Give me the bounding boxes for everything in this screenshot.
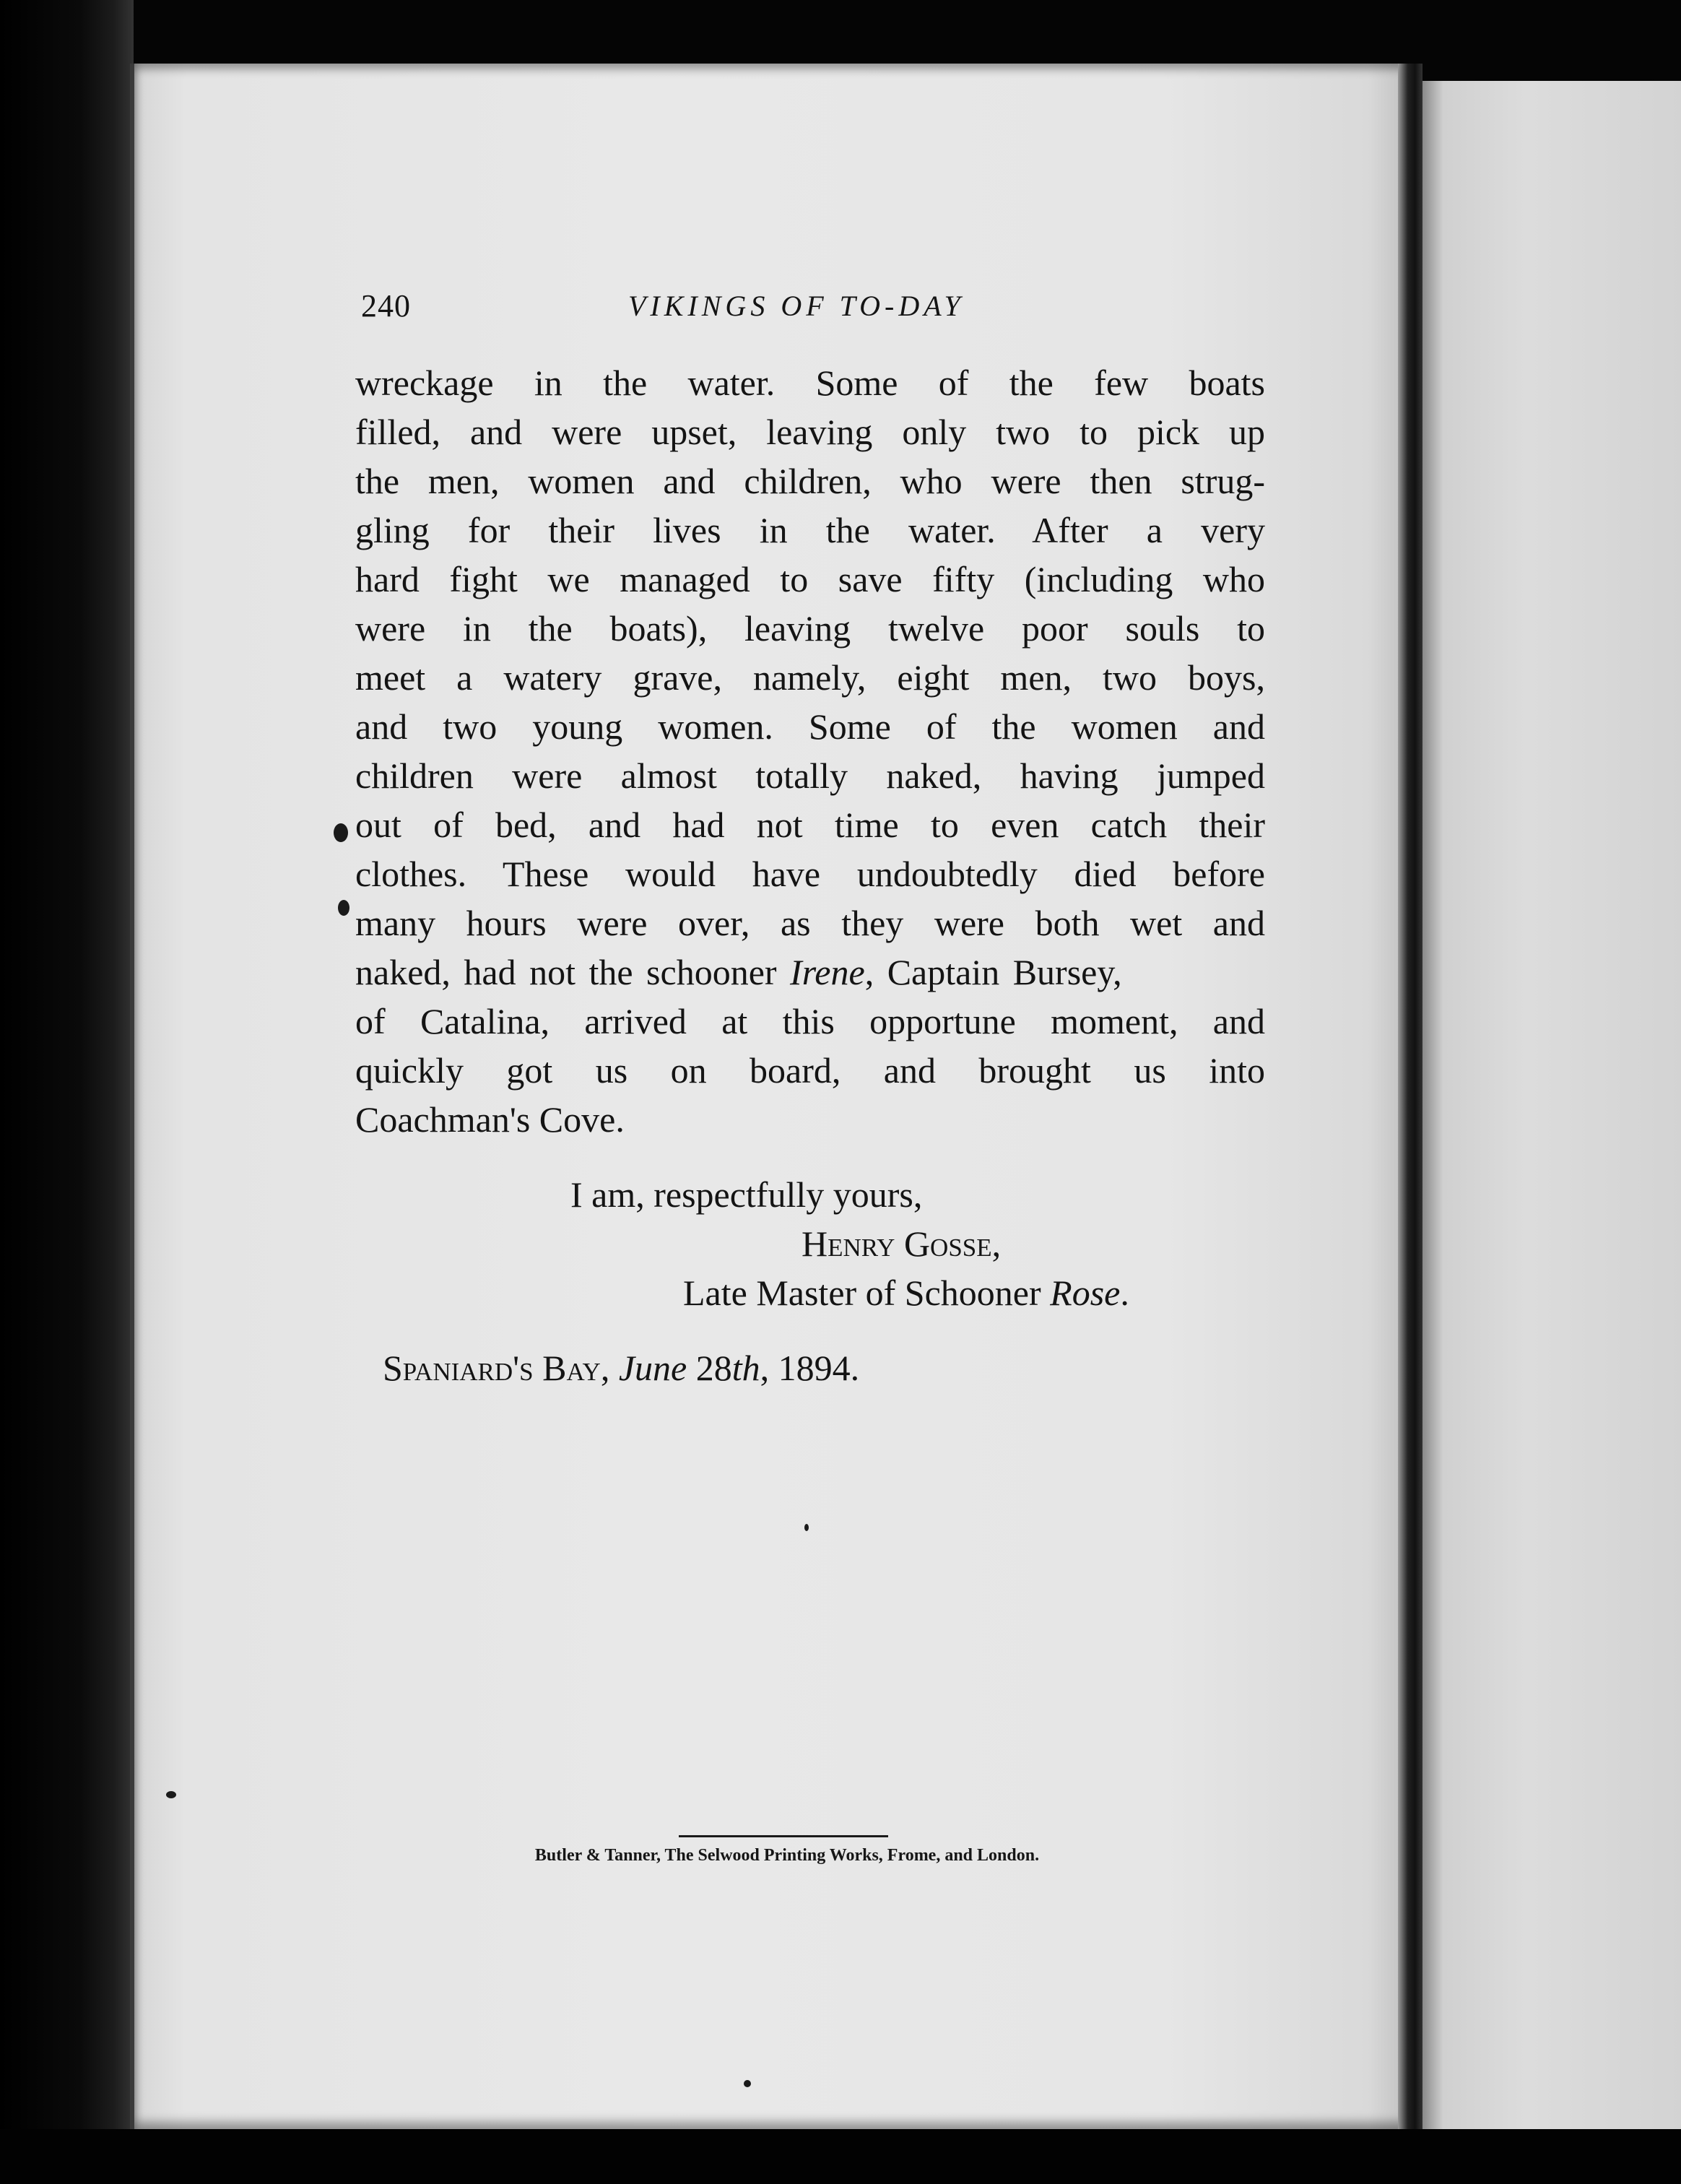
body-line-with-ship-name xyxy=(355,948,1265,997)
ink-blot xyxy=(338,900,349,916)
ship-name-rose: Rose xyxy=(1050,1273,1121,1313)
running-head xyxy=(361,287,1271,338)
body-line: wreckage in the water. Some of the few boats xyxy=(355,363,1265,403)
ink-blot xyxy=(334,823,348,842)
body-line-segment: naked, had not the schooner xyxy=(355,952,777,992)
body-line: and two young women. Some of the women and xyxy=(355,706,1265,747)
ship-name-irene: Irene xyxy=(790,952,865,992)
body-line: many hours were over, as they were both wet and xyxy=(355,903,1265,943)
body-line: quickly got us on board, and brought us into xyxy=(355,1050,1265,1091)
body-line: Coachman's Cove. xyxy=(355,1099,625,1140)
scan-border xyxy=(0,2129,1681,2184)
body-line: the men, women and children, who were then strug- xyxy=(355,461,1265,501)
ink-speck xyxy=(166,1791,176,1798)
ink-speck xyxy=(804,1524,809,1531)
body-line: children were almost totally naked, having jumped xyxy=(355,755,1265,796)
body-text xyxy=(355,358,1265,1144)
ink-speck xyxy=(744,2080,751,2087)
signature: Henry Gosse, xyxy=(802,1223,1002,1264)
book-gutter xyxy=(1398,64,1422,2129)
body-line: of Catalina, arrived at this opportune moment, and xyxy=(355,1001,1265,1041)
imprint-rule xyxy=(679,1835,888,1837)
signature-title-text: Late Master of Schooner xyxy=(683,1273,1051,1313)
date-day xyxy=(696,1348,760,1388)
body-line: meet a watery grave, namely, eight men, two boys, xyxy=(355,657,1265,698)
body-line: hard fight we managed to save fifty (including who xyxy=(355,559,1265,599)
date-month: June xyxy=(618,1348,687,1388)
signature-title-end: . xyxy=(1120,1273,1129,1313)
letter-closing xyxy=(355,1170,1265,1416)
facing-page xyxy=(1422,81,1681,2132)
date-year: , 1894. xyxy=(760,1348,860,1388)
body-line: out of bed, and had not time to even catch their xyxy=(355,805,1265,845)
book-edge xyxy=(0,0,134,2184)
page-number: 240 xyxy=(361,288,411,324)
body-line-segment: , Captain Bursey, xyxy=(864,952,1122,992)
signature-title xyxy=(683,1268,1593,1317)
body-line: were in the boats), leaving twelve poor souls to xyxy=(355,608,1265,649)
body-line: filled, and were upset, leaving only two to pick up xyxy=(355,412,1265,452)
running-title: VIKINGS OF TO-DAY xyxy=(628,290,965,322)
date-day-suffix: th xyxy=(731,1348,760,1388)
place-and-date xyxy=(383,1343,1293,1392)
printer-imprint: Butler & Tanner, The Selwood Printing Works, Frome, and London. xyxy=(534,1846,1040,1865)
date-day-number: 28 xyxy=(695,1348,732,1388)
place: Spaniard's Bay, xyxy=(383,1348,610,1388)
body-line: gling for their lives in the water. After a very xyxy=(355,510,1265,550)
salutation: I am, respectfully yours, xyxy=(570,1174,923,1215)
body-line: clothes. These would have undoubtedly died before xyxy=(355,854,1265,894)
